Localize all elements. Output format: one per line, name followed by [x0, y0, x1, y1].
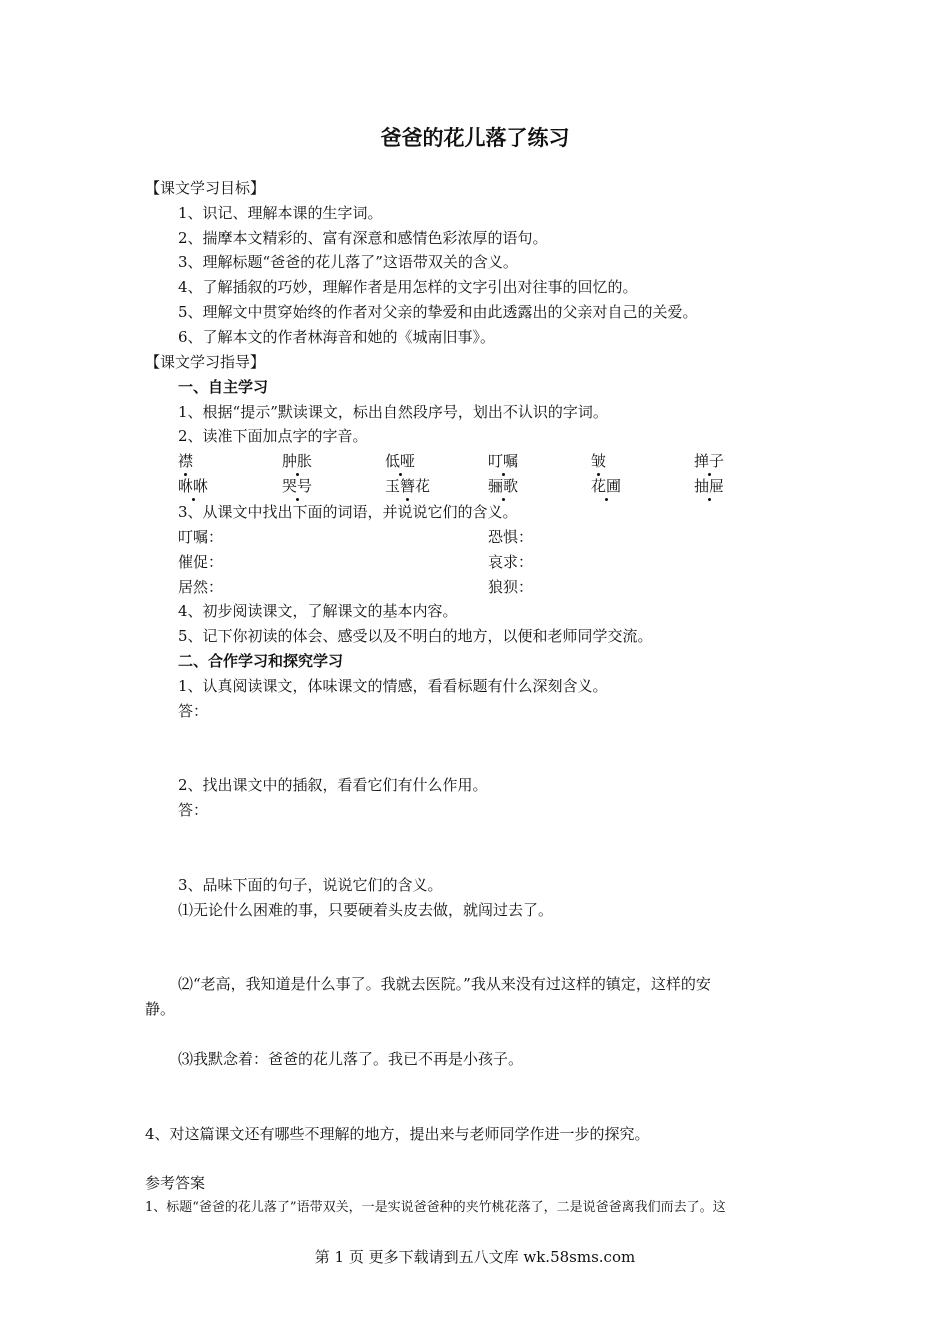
- pinyin-word: [488, 476, 518, 496]
- term-label: 催促：: [178, 553, 224, 571]
- dotted-char: 襟: [178, 452, 194, 470]
- sentence-item: ⑴无论什么困难的事，只要硬着头皮去做，就闯过去了。: [178, 901, 554, 919]
- dotted-char: 骊歌: [488, 477, 519, 495]
- pinyin-word: [385, 476, 430, 496]
- answer-label: 答：: [178, 801, 209, 819]
- section-one-title: 一、自主学习: [178, 378, 269, 396]
- goal-item: 2、揣摩本文精彩的、富有深意和感情色彩浓厚的语句。: [178, 229, 548, 247]
- answer-label: 答：: [178, 702, 209, 720]
- term-label: 恐惧：: [488, 528, 534, 546]
- sentence-item: ⑵“老高，我知道是什么事了。我就去医院。”我从来没有过这样的镇定，这样的安: [178, 975, 711, 993]
- dotted-char: 玉簪花: [385, 477, 431, 495]
- term-label: 狼狈：: [488, 578, 534, 596]
- dotted-char: 哭号: [282, 477, 313, 495]
- question-text: 1、根据“提示”默读课文，标出自然段序号，划出不认识的字词。: [178, 403, 608, 421]
- goal-item: 5、理解文中贯穿始终的作者对父亲的挚爱和由此透露出的父亲对自己的关爱。: [178, 303, 698, 321]
- question-text: 4、初步阅读课文，了解课文的基本内容。: [178, 602, 458, 620]
- sentence-item: ⑶我默念着：爸爸的花儿落了。我已不再是小孩子。: [178, 1050, 524, 1068]
- pinyin-word: [178, 476, 208, 496]
- pinyin-word: [178, 451, 193, 471]
- dotted-char: 低哑: [385, 452, 416, 470]
- section-two-title: 二、合作学习和探究学习: [178, 652, 344, 670]
- guide-header: 【课文学习指导】: [145, 353, 266, 371]
- question-text: 3、品味下面的句子，说说它们的含义。: [178, 876, 443, 894]
- pinyin-word: [591, 476, 621, 496]
- page-title: 爸爸的花儿落了练习: [380, 126, 570, 150]
- pinyin-word: [591, 451, 606, 471]
- goal-item: 1、识记、理解本课的生字词。: [178, 204, 383, 222]
- pinyin-word: [694, 451, 724, 471]
- dotted-char: 肿胀: [282, 452, 313, 470]
- dotted-char: 皱: [591, 452, 607, 470]
- question-text: 2、读准下面加点字的字音。: [178, 427, 368, 445]
- pinyin-word: [385, 451, 415, 471]
- question-text: 3、从课文中找出下面的词语，并说说它们的含义。: [178, 503, 518, 521]
- goal-item: 6、了解本文的作者林海音和她的《城南旧事》。: [178, 328, 496, 346]
- goals-header: 【课文学习目标】: [145, 179, 266, 197]
- dotted-char: 抽屉: [694, 477, 725, 495]
- pinyin-word: [282, 451, 312, 471]
- dotted-char: 咻咻: [178, 477, 209, 495]
- term-label: 居然：: [178, 578, 224, 596]
- dotted-char: 掸子: [694, 452, 725, 470]
- sentence-item-continued: 静。: [145, 1000, 176, 1018]
- question-text: 1、认真阅读课文，体味课文的情感，看看标题有什么深刻含义。: [178, 677, 608, 695]
- dotted-char: 花圃: [591, 477, 622, 495]
- answers-header: 参考答案: [145, 1174, 206, 1192]
- term-label: 哀求：: [488, 553, 534, 571]
- pinyin-word: [282, 476, 312, 496]
- pinyin-word: [488, 451, 518, 471]
- question-text: 2、找出课文中的插叙，看看它们有什么作用。: [178, 776, 488, 794]
- pinyin-word: [694, 476, 724, 496]
- term-label: 叮嘱：: [178, 528, 224, 546]
- page-footer: 第 1 页 更多下载请到五八文库 wk.58sms.com: [314, 1248, 636, 1266]
- question-text: 5、记下你初读的体会、感受以及不明白的地方，以便和老师同学交流。: [178, 627, 653, 645]
- goal-item: 4、了解插叙的巧妙，理解作者是用怎样的文字引出对往事的回忆的。: [178, 278, 638, 296]
- answer-text: 1、标题“爸爸的花儿落了”语带双关，一是实说爸爸种的夹竹桃花落了，二是说爸爸离我们而去了。这: [145, 1200, 726, 1215]
- dotted-char: 叮嘱: [488, 452, 519, 470]
- goal-item: 3、理解标题“爸爸的花儿落了”这语带双关的含义。: [178, 253, 518, 271]
- question-text: 4、对这篇课文还有哪些不理解的地方，提出来与老师同学作进一步的探究。: [145, 1125, 650, 1143]
